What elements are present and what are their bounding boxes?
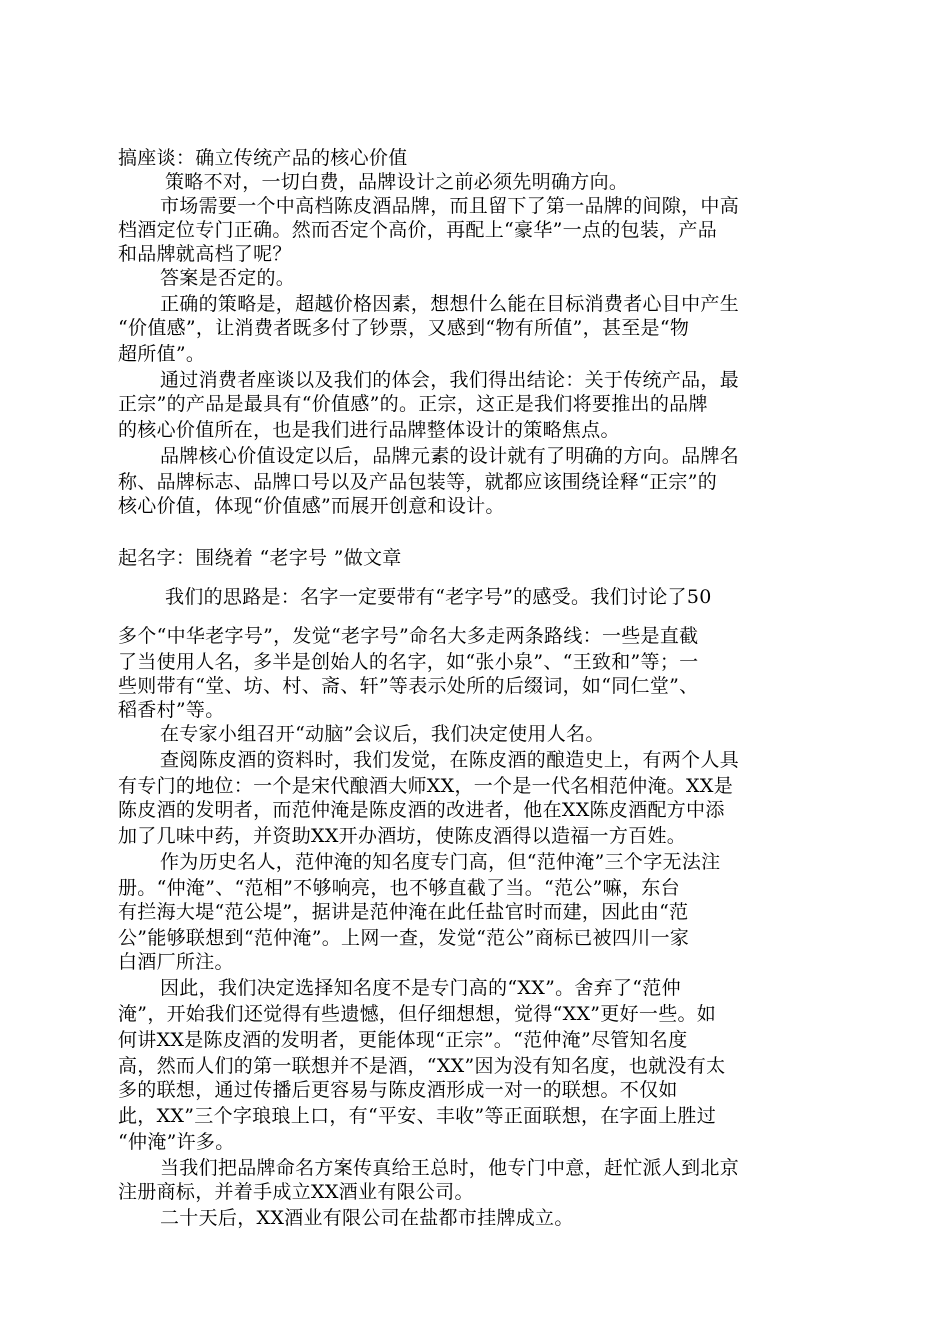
paragraph-line: 查阅陈皮酒的资料时，我们发觉，在陈皮酒的酿造史上，有两个人具	[160, 749, 740, 771]
paragraph-line: 市场需要一个中高档陈皮酒品牌，而且留下了第一品牌的间隙，中高	[160, 195, 740, 217]
paragraph-line: 淹”，开始我们还觉得有些遗憾，但仔细想想，觉得“XX”更好一些。如	[118, 1003, 717, 1025]
paragraph-line: 多的联想，通过传播后更容易与陈皮酒形成一对一的联想。不仅如	[118, 1079, 678, 1101]
paragraph-line: 通过消费者座谈以及我们的体会，我们得出结论：关于传统产品，最	[160, 369, 740, 391]
paragraph-line: 当我们把品牌命名方案传真给王总时，他专门中意，赶忙派人到北京	[160, 1157, 740, 1179]
paragraph-line: 多个“中华老字号”，发觉“老字号”命名大多走两条路线：一些是直截	[118, 625, 699, 647]
paragraph-line: 白酒厂所注。	[118, 951, 234, 973]
paragraph-line: 加了几味中药，并资助XX开办酒坊，使陈皮酒得以造福一方百姓。	[118, 825, 687, 847]
paragraph-line: 稻香村”等。	[118, 699, 225, 721]
paragraph-line: 了当使用人名，多半是创始人的名字，如“张小泉”、“王致和”等；一	[118, 651, 699, 673]
paragraph-line: 何讲XX是陈皮酒的发明者，更能体现“正宗”。“范仲淹”尽管知名度	[118, 1029, 688, 1051]
paragraph-line: 和品牌就高档了呢？	[118, 243, 292, 265]
paragraph-line: 我们的思路是：名字一定要带有“老字号”的感受。我们讨论了50	[165, 586, 712, 608]
paragraph-line: 高，然而人们的第一联想并不是酒，“XX”因为没有知名度，也就没有太	[118, 1055, 726, 1077]
paragraph-line: 因此，我们决定选择知名度不是专门高的“XX”。舍弃了“范仲	[160, 977, 681, 999]
paragraph-line: 品牌核心价值设定以后，品牌元素的设计就有了明确的方向。品牌名	[160, 445, 740, 467]
paragraph-line: 陈皮酒的发明者，而范仲淹是陈皮酒的改进者，他在XX陈皮酒配方中添	[118, 799, 725, 821]
section-heading: 搞座谈：确立传统产品的核心价值	[118, 147, 408, 169]
paragraph-line: 此，XX”三个字琅琅上口，有“平安、丰收”等正面联想，在字面上胜过	[118, 1105, 717, 1127]
paragraph-line: 公”能够联想到“范仲淹”。上网一查，发觉“范公”商标已被四川一家	[118, 927, 690, 949]
paragraph-line: 些则带有“堂、坊、村、斋、轩”等表示处所的后缀词，如“同仁堂”、	[118, 675, 699, 697]
paragraph-line: 超所值”。	[118, 343, 206, 365]
paragraph-line: 在专家小组召开“动脑”会议后，我们决定使用人名。	[160, 723, 605, 745]
paragraph-line: 有专门的地位：一个是宋代酿酒大师XX，一个是一代名相范仲淹。XX是	[118, 775, 734, 797]
paragraph-line: 策略不对，一切白费，品牌设计之前必须先明确方向。	[165, 171, 629, 193]
paragraph-line: 核心价值，体现“价值感”而展开创意和设计。	[118, 495, 505, 517]
paragraph-line: 的核心价值所在，也是我们进行品牌整体设计的策略焦点。	[118, 419, 620, 441]
paragraph-line: 册。“仲淹”、“范相”不够响亮，也不够直截了当。“范公”嘛，东台	[118, 877, 680, 899]
paragraph-line: 正宗”的产品是最具有“价值感”的。正宗，这正是我们将要推出的品牌	[118, 393, 708, 415]
paragraph-line: 注册商标，并着手成立XX酒业有限公司。	[118, 1181, 474, 1203]
paragraph-line: “仲淹”许多。	[118, 1131, 235, 1153]
paragraph-line: 正确的策略是，超越价格因素，想想什么能在目标消费者心目中产生	[160, 293, 740, 315]
paragraph-line: 二十天后，XX酒业有限公司在盐都市挂牌成立。	[160, 1207, 574, 1229]
paragraph-line: 答案是否定的。	[160, 267, 296, 289]
paragraph-line: 有拦海大堤“范公堤”，据讲是范仲淹在此任盐官时而建，因此由“范	[118, 901, 689, 923]
paragraph-line: 档酒定位专门正确。然而否定个高价，再配上“豪华”一点的包装，产品	[118, 219, 718, 241]
paragraph-line: 作为历史名人，范仲淹的知名度专门高，但“范仲淹”三个字无法注	[160, 851, 721, 873]
paragraph-line: “价值感”，让消费者既多付了钞票，又感到“物有所值”，甚至是“物	[118, 317, 690, 339]
section-heading: 起名字：围绕着 “老字号 ”做文章	[118, 547, 402, 569]
paragraph-line: 称、品牌标志、品牌口号以及产品包装等，就都应该围绕诠释“正宗”的	[118, 471, 718, 493]
